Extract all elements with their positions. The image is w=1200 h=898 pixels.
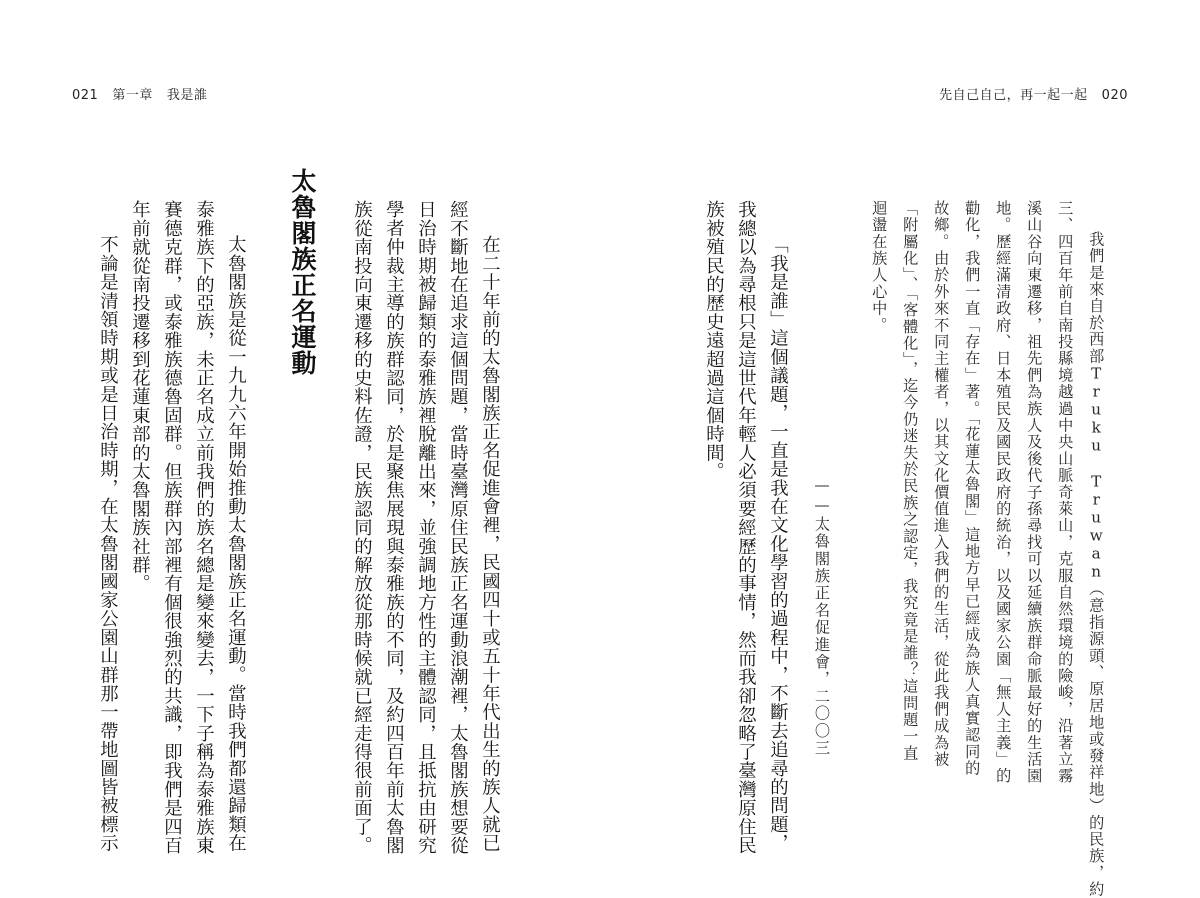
body-right-line-1: 「我是誰」這個議題，一直是我在文化學習的過程中，不斷去追尋的問題， [767, 235, 789, 853]
body-left-line-3: 日治時期被歸類的泰雅族裡脫離出來，並強調地方性的主體認同，且抵抗由研究 [415, 200, 437, 855]
quote-line-5: 勸化，我們一直「存在」著。「花蓮太魯閣」這地方早已經成為族人真實認同的 [963, 200, 982, 777]
body-left-line-2: 經不斷地在追求這個問題，當時臺灣原住民族正名運動浪潮裡，太魯閣族想要從 [447, 200, 469, 855]
body-left-line-7: 泰雅族下的亞族，未正名成立前我們的族名總是變來變去，一下子稱為泰雅族東 [193, 200, 215, 855]
right-book-title: 先自己自己，再一起一起 [939, 88, 1088, 103]
body-left-line-4: 學者仲裁主導的族群認同，於是聚焦展現與泰雅族的不同，及約四百年前太魯閣 [383, 200, 405, 855]
body-left-line-10: 不論是清領時期或是日治時期，在太魯閣國家公園山群那一帶地圖皆被標示 [97, 235, 119, 853]
quote-line-1: 我們是來自於西部Truku Truwan（意指源頭、原居地或發祥地）的民族，約 [1087, 231, 1106, 898]
quote-line-2: 三、四百年前自南投縣境越過中央山脈奇萊山，克服自然環境的險峻，沿著立霧 [1056, 200, 1075, 785]
section-heading: 太魯閣族正名運動 [288, 168, 317, 376]
quote-line-6: 故鄉。由於外來不同主權者，以其文化價值進入我們的生活，從此我們成為被 [932, 200, 951, 768]
body-right-line-2: 我總以為尋根只是這世代年輕人必須要經歷的事情，然而我卻忽略了臺灣原住民 [735, 200, 757, 855]
right-page-number: 020 [1101, 88, 1128, 103]
left-chapter-title: 我是誰 [166, 88, 208, 103]
body-left-line-6: 太魯閣族是從一九九六年開始推動太魯閣族正名運動。當時我們都還歸類在 [225, 235, 247, 853]
body-left-line-5: 族從南投向東遷移的史料佐證，民族認同的解放從那時候就已經走得很前面了。 [351, 200, 373, 855]
body-right-line-3: 族被殖民的歷史遠超過這個時間。 [703, 200, 725, 481]
quote-line-4: 地。歷經滿清政府、日本殖民及國民政府的統治，以及國家公園「無人主義」的 [994, 200, 1013, 785]
body-left-line-9: 年前就從南投遷移到花蓮東部的太魯閣族社群。 [129, 200, 151, 593]
quote-line-7: 「附屬化」、「客體化」，迄今仍迷失於民族之認定，我究竟是誰？這問題一直 [901, 200, 920, 762]
quote-latin-name: Truku Truwan [1087, 364, 1106, 581]
right-running-head [939, 84, 1128, 103]
body-left-line-8: 賽德克群，或泰雅族德魯固群。但族群內部裡有個很強烈的共識，即我們是四百 [161, 200, 183, 855]
quote-line-3: 溪山谷向東遷移，祖先們為族人及後代子孫尋找可以延續族群命脈最好的生活園 [1025, 200, 1044, 785]
left-chapter-label: 第一章 [112, 88, 153, 103]
body-left-line-1: 在二十年前的太魯閣族正名促進會裡，民國四十或五十年代出生的族人就已 [479, 235, 501, 853]
left-running-head [72, 84, 207, 103]
quote-line-8: 迴盪在族人心中。 [870, 200, 889, 334]
quote-attribution: ——太魯閣族正名促進會，二〇〇三 [813, 476, 831, 757]
left-page-number: 021 [72, 88, 99, 103]
